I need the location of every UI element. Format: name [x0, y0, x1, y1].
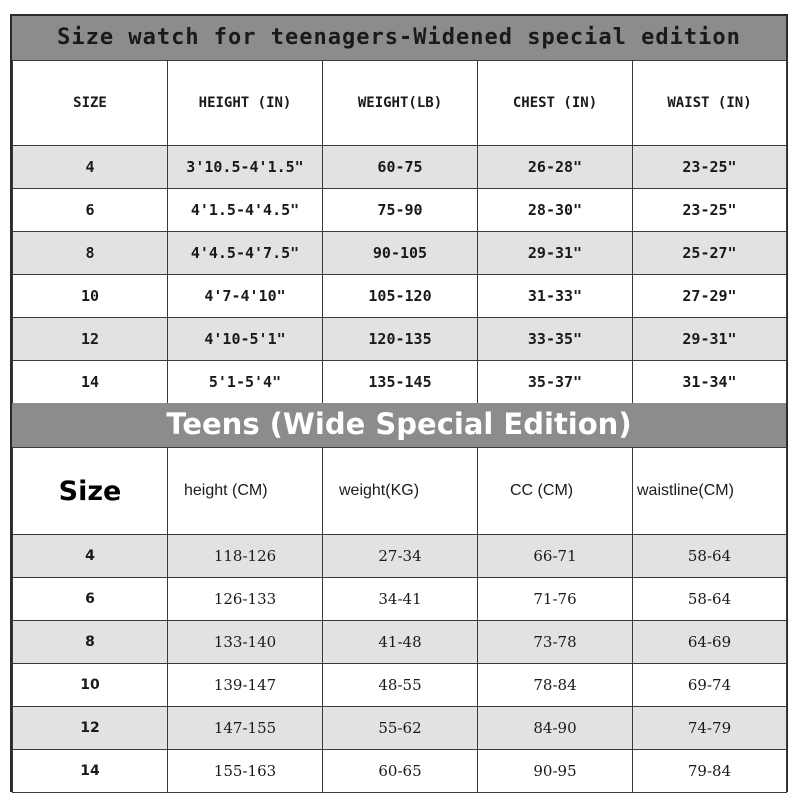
cell-waist: 25-27": [633, 232, 787, 275]
cell-height: 118-126: [168, 535, 323, 578]
cell-height: 4'10-5'1": [168, 318, 323, 361]
metric-size-table: [12, 447, 787, 793]
table-row: [13, 318, 787, 361]
metric-header-row: [13, 448, 787, 535]
header-weight: WEIGHT(LB): [323, 61, 478, 146]
cell-height: 4'1.5-4'4.5": [168, 189, 323, 232]
cell-size: 4: [13, 535, 168, 578]
cell-weight: 135-145: [323, 361, 478, 404]
cell-chest: 84-90: [478, 707, 633, 750]
cell-size: 14: [13, 361, 168, 404]
table-row: [13, 578, 787, 621]
cell-chest: 28-30": [478, 189, 633, 232]
cell-size: 8: [13, 232, 168, 275]
cell-weight: 60-75: [323, 146, 478, 189]
header-chest: CHEST (IN): [478, 61, 633, 146]
cell-waist: 29-31": [633, 318, 787, 361]
imperial-size-table: [12, 60, 787, 404]
cell-size: 6: [13, 578, 168, 621]
cell-chest: 26-28": [478, 146, 633, 189]
table-row: [13, 664, 787, 707]
cell-waist: 69-74: [633, 664, 787, 707]
header-height: height (CM): [168, 448, 323, 535]
cell-chest: 90-95: [478, 750, 633, 793]
cell-height: 126-133: [168, 578, 323, 621]
cell-waist: 27-29": [633, 275, 787, 318]
table-row: [13, 275, 787, 318]
cell-size: 8: [13, 621, 168, 664]
cell-waist: 79-84: [633, 750, 787, 793]
cell-chest: 35-37": [478, 361, 633, 404]
cell-waist: 23-25": [633, 146, 787, 189]
cell-chest: 66-71: [478, 535, 633, 578]
cell-waist: 23-25": [633, 189, 787, 232]
cell-waist: 58-64: [633, 578, 787, 621]
table-row: [13, 535, 787, 578]
header-waist: waistline(CM): [633, 448, 787, 535]
table-row: [13, 189, 787, 232]
cell-height: 5'1-5'4": [168, 361, 323, 404]
table-row: [13, 707, 787, 750]
imperial-header-row: [13, 61, 787, 146]
header-weight: weight(KG): [323, 448, 478, 535]
cell-height: 139-147: [168, 664, 323, 707]
cell-waist: 58-64: [633, 535, 787, 578]
header-chest: CC (CM): [478, 448, 633, 535]
cell-weight: 41-48: [323, 621, 478, 664]
table-row: [13, 621, 787, 664]
cell-chest: 78-84: [478, 664, 633, 707]
cell-weight: 75-90: [323, 189, 478, 232]
cell-weight: 105-120: [323, 275, 478, 318]
header-size: SIZE: [13, 61, 168, 146]
cell-size: 14: [13, 750, 168, 793]
cell-height: 155-163: [168, 750, 323, 793]
cell-weight: 90-105: [323, 232, 478, 275]
table-row: [13, 232, 787, 275]
cell-chest: 31-33": [478, 275, 633, 318]
cell-size: 10: [13, 275, 168, 318]
cell-weight: 120-135: [323, 318, 478, 361]
cell-weight: 60-65: [323, 750, 478, 793]
cell-chest: 73-78: [478, 621, 633, 664]
table-row: [13, 361, 787, 404]
cell-chest: 29-31": [478, 232, 633, 275]
cell-size: 12: [13, 318, 168, 361]
cell-waist: 64-69: [633, 621, 787, 664]
table-row: [13, 146, 787, 189]
cell-waist: 31-34": [633, 361, 787, 404]
table-row: [13, 750, 787, 793]
cell-size: 4: [13, 146, 168, 189]
cell-size: 12: [13, 707, 168, 750]
header-height: HEIGHT (IN): [168, 61, 323, 146]
cell-height: 4'7-4'10": [168, 275, 323, 318]
cell-size: 6: [13, 189, 168, 232]
header-size: Size: [13, 448, 168, 535]
cell-height: 133-140: [168, 621, 323, 664]
header-waist: WAIST (IN): [633, 61, 787, 146]
cell-weight: 48-55: [323, 664, 478, 707]
cell-chest: 71-76: [478, 578, 633, 621]
cell-weight: 27-34: [323, 535, 478, 578]
cell-weight: 55-62: [323, 707, 478, 750]
cell-waist: 74-79: [633, 707, 787, 750]
cell-weight: 34-41: [323, 578, 478, 621]
cell-height: 3'10.5-4'1.5": [168, 146, 323, 189]
metric-title: Teens (Wide Special Edition): [12, 403, 786, 447]
cell-height: 147-155: [168, 707, 323, 750]
imperial-title: Size watch for teenagers-Widened special edition: [12, 16, 786, 60]
cell-size: 10: [13, 664, 168, 707]
cell-chest: 33-35": [478, 318, 633, 361]
size-chart: [10, 14, 788, 792]
cell-height: 4'4.5-4'7.5": [168, 232, 323, 275]
